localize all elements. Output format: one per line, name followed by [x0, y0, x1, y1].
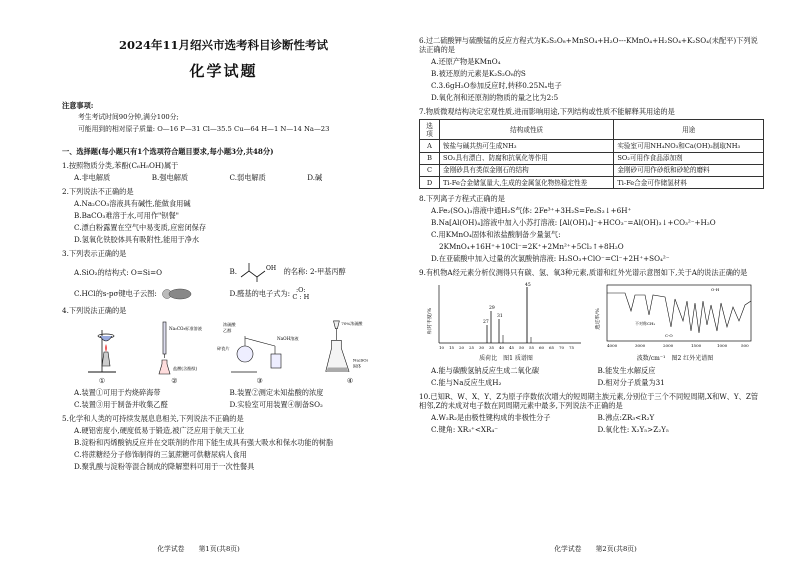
q4-option-c: C.装置③用于制备并收集乙醛 [74, 400, 168, 410]
q4-option-a: A.装置①可用于灼烧碎海带 [74, 388, 161, 398]
table-row: D Ti-Fe合金储氢量大,生成的金属氢化物热稳定性差 Ti-Fe合金可作储氢材料 [420, 177, 764, 189]
q10-option-d: D.氧化性: X₂Y₅>Z₂Y₅ [597, 425, 669, 435]
svg-text:1000: 1000 [717, 343, 728, 349]
q7-table [419, 119, 764, 189]
exam-title: 2024年11月绍兴市选考科目诊断性考试 [118, 38, 328, 52]
q5-option-a: A.硬铝密度小,硬度低易于锻造,被广泛应用于航天工业 [74, 426, 245, 436]
svg-text:3000: 3000 [635, 343, 646, 349]
q1-option-c: C.弱电解质 [229, 173, 266, 183]
question-2 [62, 187, 385, 244]
question-8 [419, 194, 764, 263]
svg-text:固体: 固体 [352, 363, 362, 369]
q3-option-b: B. OH 的名称: 2-甲基丙醇 [230, 261, 386, 283]
question-9-stem: 9.有机物A经元素分析仪测得只有碳、氢、氧3种元素,质谱和红外光谱示意图如下,关于A的说法正确的是 [419, 268, 748, 278]
apparatus-4-caption: ④ [346, 376, 354, 385]
left-footer-page: 第1页(共8页) [198, 544, 240, 553]
titration-icon [143, 320, 205, 376]
question-7 [419, 107, 764, 189]
q5-option-c: C.将蔗糖经分子修饰制得的三氯蔗糖可供糖尿病人食用 [74, 450, 247, 460]
aldehyde-o: :O: [295, 286, 306, 295]
q9-option-c: C.能与Na反应生成H₂ [431, 378, 502, 388]
q10-option-b: B.沸点:ZR₃<R₂Y [597, 413, 655, 423]
oh-label: OH [266, 265, 277, 273]
q6-option-b: B.被还原的元素是K₂S₂O₈的S [431, 69, 526, 78]
q1-option-d: D.碱 [307, 173, 323, 183]
question-4-stem: 4.下列说法正确的是 [62, 306, 127, 316]
svg-text:NaOH溶液: NaOH溶液 [276, 335, 299, 341]
q6-option-d: D.氧化剂和还原剂的物质的量之比为2:5 [431, 93, 559, 102]
mass-spectrum-chart [427, 281, 585, 353]
q10-option-c: C.键角: XR₃⁺<XR₄⁻ [431, 425, 499, 435]
mass-spectrum-caption: 图1 质谱图 [503, 355, 533, 363]
svg-text:不对称CH₃: 不对称CH₃ [635, 321, 656, 327]
q9-option-a: A.能与碳酸氢钠反应生成二氧化碳 [431, 366, 540, 376]
mass-spectrum [427, 281, 585, 363]
svg-text:浓硫酸: 浓硫酸 [222, 321, 236, 327]
electron-cloud-icon [159, 288, 193, 300]
right-footer-subject: 化学试卷 [554, 544, 582, 553]
question-2-stem: 2.下列说法不正确的是 [62, 187, 134, 197]
apparatus-2-caption: ② [171, 376, 178, 385]
ir-spectrum [595, 281, 755, 363]
svg-text:C-O: C-O [665, 333, 673, 339]
section-heading: 一、选择题(每小题只有1个选项符合题目要求,每小题3分,共48分) [62, 147, 274, 157]
q1-option-b: B.强电解质 [151, 173, 189, 183]
question-1 [62, 161, 385, 182]
svg-text:Na₂CO₃标准溶液: Na₂CO₃标准溶液 [169, 325, 203, 331]
q5-option-d: D.聚乳酸与淀粉等混合制成的降解塑料可用于一次性餐具 [74, 462, 255, 472]
q10-option-a: A.W₂R₂是由极性键构成的非极性分子 [431, 413, 551, 423]
ir-spectrum-xlabel: 波数/cm⁻¹ [636, 355, 666, 363]
notice-line-2: 可能用到的相对原子质量: O—16 P—31 Cl—35.5 Cu—64 H—1 N—14 Na—23 [78, 124, 330, 133]
q3-option-c: C.HCl的s-pσ键电子云图: [74, 288, 230, 300]
svg-text:碎瓷片: 碎瓷片 [216, 345, 230, 351]
svg-text:55: 55 [529, 345, 535, 351]
svg-text:透过率/%: 透过率/% [595, 308, 601, 331]
svg-text:70: 70 [559, 345, 565, 351]
q4-option-d: D.实验室可用装置④制备SO₂ [229, 400, 323, 410]
svg-text:乙醇: 乙醇 [222, 327, 232, 333]
svg-text:O-H: O-H [711, 287, 720, 293]
question-10 [419, 392, 764, 434]
q8-option-b: B.Na[Al(OH)₄]溶液中加入小苏打溶液: [Al(OH)₄]⁻+HCO₃⁻=Al(OH)₃↓+CO₃²⁻+H₂O [431, 218, 716, 228]
svg-text:40: 40 [499, 345, 505, 351]
svg-text:盐酸(含酚酞): 盐酸(含酚酞) [173, 365, 198, 371]
q2-option-a: A.Na₂CO₃溶液具有碱性,能做食用碱 [74, 199, 191, 209]
table-row: B SO₂具有漂白、防腐和抗氧化等作用 SO₂可用作食品添加剂 [420, 152, 764, 164]
q9-option-b: B.能发生水解反应 [597, 366, 656, 376]
table-header: 选项 [420, 120, 440, 140]
gas-generator-icon [315, 319, 385, 375]
table-header-row [420, 120, 764, 140]
svg-text:60: 60 [539, 345, 545, 351]
q2-option-b: B.BaCO₃难溶于水,可用作"钡餐" [74, 211, 179, 221]
svg-text:29: 29 [489, 306, 495, 312]
apparatus-3-caption: ③ [256, 376, 263, 385]
distillation-icon [217, 320, 303, 376]
svg-text:70%浓硫酸: 70%浓硫酸 [341, 321, 363, 327]
question-9 [419, 268, 764, 387]
svg-text:35: 35 [489, 345, 495, 351]
table-row: A 铵盐与碱共热可生成NH₃ 实验室可用NH₄NO₃和Ca(OH)₂制取NH₃ [420, 140, 764, 152]
svg-text:4000: 4000 [607, 343, 618, 349]
question-3-stem: 3.下列表示正确的是 [62, 249, 127, 259]
apparatus-1 [72, 319, 132, 385]
svg-text:50: 50 [519, 345, 525, 351]
question-1-stem: 1.按照物质分类,苯酚(C₆H₅OH)属于 [62, 161, 179, 171]
aldehyde-ch: C : H [292, 293, 310, 302]
q8-option-d: D.在亚硫酸中加入过量的次氯酸钠溶液: H₂SO₃+ClO⁻=Cl⁻+2H⁺+SO₄²⁻ [431, 254, 670, 264]
ir-spectrum-caption: 图2 红外光谱图 [671, 355, 714, 363]
question-7-stem: 7.物质微观结构决定宏观性质,进而影响用途,下列结构或性质不能解释其用途的是 [419, 107, 675, 116]
q2-option-d: D.氢氧化铁胶体具有吸附性,能用于净水 [74, 235, 200, 245]
question-8-stem: 8.下列离子方程式正确的是 [419, 194, 505, 204]
q8-option-c-equation: 2KMnO₄+16H⁺+10Cl⁻=2K⁺+2Mn²⁺+5Cl₂↑+8H₂O [439, 242, 624, 252]
svg-text:相对丰度/%: 相对丰度/% [427, 308, 433, 335]
svg-text:500: 500 [741, 343, 749, 349]
table-header: 用途 [614, 120, 764, 140]
table-header: 结构或性质 [440, 120, 614, 140]
mass-spectrum-xlabel: 质荷比 [479, 355, 498, 363]
q6-option-c: C.3.6gH₂O参加反应时,转移0.25Nₐ电子 [431, 81, 562, 90]
q9-option-d: D.相对分子质量为31 [597, 378, 665, 388]
spectra-figures [427, 281, 764, 363]
right-page [397, 0, 794, 561]
q6-option-a: A.还原产物是KMnO₄ [431, 57, 501, 66]
svg-text:30: 30 [479, 345, 485, 351]
svg-text:65: 65 [549, 345, 555, 351]
ir-spectrum-chart [595, 281, 755, 353]
svg-text:1500: 1500 [691, 343, 702, 349]
svg-text:75: 75 [569, 345, 575, 351]
q1-option-a: A.非电解质 [74, 173, 111, 183]
q4-option-b: B.装置②测定未知盐酸的浓度 [229, 388, 324, 398]
question-10-stem: 10.已知R、W、X、Y、Z为原子序数依次增大的短周期主族元素,分别位于三个不同短周期,X和W、Y、Z管相邻,Z的未成对电子数在同周期元素中最多,下列说法不正确的是 [419, 392, 759, 411]
apparatus-1-caption: ① [98, 376, 106, 385]
svg-text:27: 27 [483, 320, 489, 326]
left-footer [0, 545, 397, 553]
svg-text:31: 31 [497, 314, 503, 320]
q2-option-c: C.漂白粉露置在空气中易变质,应密闭保存 [74, 223, 207, 233]
notice-line-1: 考生考试时间90分钟,满分100分; [78, 113, 179, 122]
apparatus-3 [217, 319, 303, 385]
q5-option-b: B.淀粉和丙烯酸钠反应并在交联剂的作用下能生成具有强大吸水和保水功能的树脂 [74, 438, 334, 448]
svg-text:25: 25 [469, 345, 475, 351]
question-6-stem: 6.过二硫酸钾与硫酸锰的反应方程式为K₂S₂O₈+MnSO₄+H₂O---KMnO₄+H₂SO₄+K₂SO₄(未配平)下列说法正确的是 [419, 36, 758, 54]
svg-text:15: 15 [449, 345, 455, 351]
svg-text:20: 20 [459, 345, 465, 351]
right-footer-page: 第2页(共8页) [595, 544, 637, 553]
question-3 [62, 249, 385, 301]
svg-text:Na₂SO₃: Na₂SO₃ [352, 358, 369, 364]
q8-option-c: C.用KMnO₄固体和浓盐酸制备少量氯气: [431, 230, 561, 240]
apparatus-figures [72, 319, 385, 385]
q3-option-d: D.醛基的电子式为: :O: C : H [229, 286, 310, 302]
question-5-stem: 5.化学和人类的可持续发展息息相关,下列说法不正确的是 [62, 414, 244, 424]
notice-heading: 注意事项: [62, 101, 94, 111]
skeletal-structure-icon [239, 261, 281, 283]
question-4 [62, 306, 385, 409]
svg-text:45: 45 [509, 345, 515, 351]
question-6 [419, 36, 764, 102]
table-row: C 金刚砂具有类似金刚石的结构 金刚砂可用作砂纸和砂轮的磨料 [420, 164, 764, 176]
svg-text:45: 45 [525, 283, 531, 289]
svg-text:10: 10 [439, 345, 445, 351]
right-footer [397, 545, 794, 553]
subject-title: 化学试题 [189, 62, 258, 81]
apparatus-4 [315, 319, 385, 385]
svg-text:2000: 2000 [663, 343, 674, 349]
question-5 [62, 414, 385, 471]
left-footer-subject: 化学试卷 [157, 544, 185, 553]
q3-option-a: A.SiO₂的结构式: O=Si=O [74, 267, 162, 277]
apparatus-2 [144, 319, 204, 385]
crucible-stand-icon [82, 322, 122, 376]
q8-option-a: A.Fe₂(SO₄)₃溶液中通H₂S气体: 2Fe³⁺+3H₂S=Fe₂S₃↓+6H⁺ [431, 206, 632, 216]
